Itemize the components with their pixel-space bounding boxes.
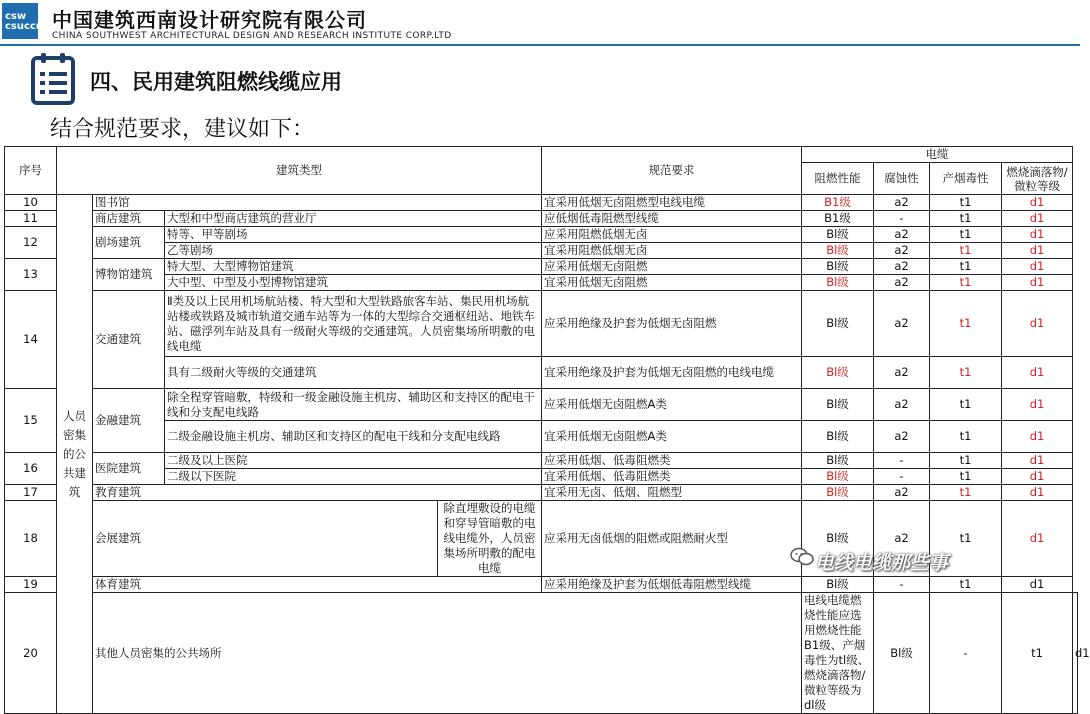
row-no: 16 — [5, 453, 57, 485]
row-no: 11 — [5, 211, 57, 227]
row-flame: Bl级 — [802, 485, 874, 501]
table-header-row — [5, 147, 1078, 163]
row-flame: Bl级 — [802, 577, 874, 593]
row-smoke: t1 — [930, 243, 1002, 259]
row-flame: Bl级 — [802, 275, 874, 291]
row-drip: d1 — [1002, 389, 1073, 421]
row-requirement: 应采用低烟、低毒阻燃类 — [542, 453, 802, 469]
row-flame: Bl级 — [802, 501, 874, 577]
row-corrosion: a2 — [874, 357, 930, 389]
row-flame: B1级 — [802, 195, 874, 211]
row-requirement: 应采用阻燃低烟无卤 — [542, 227, 802, 243]
row-flame: Bl级 — [802, 357, 874, 389]
table-row — [5, 421, 1078, 453]
row-requirement: 宜采用低烟无卤阻燃 — [542, 275, 802, 291]
table-row — [5, 485, 1078, 501]
row-smoke: t1 — [930, 357, 1002, 389]
header-drip: 燃烧滴落物/微粒等级 — [1002, 163, 1073, 195]
table-row — [5, 227, 1078, 243]
row-subtype: Ⅱ类及以上民用机场航站楼、特大型和大型铁路旅客车站、集民用机场航站楼或铁路及城市轨道交通车站等为一体的大型综合交通枢纽站、地铁车站、磁浮列车站及具有一级耐火等级的交通建筑。人员密集场所明敷的电线电缆 — [165, 291, 542, 357]
row-flame: Bl级 — [802, 453, 874, 469]
row-flame: Bl级 — [874, 593, 930, 714]
table-row — [5, 211, 1078, 227]
row-no: 12 — [5, 227, 57, 259]
row-corrosion: - — [874, 211, 930, 227]
row-smoke: t1 — [930, 275, 1002, 291]
row-flame: Bl级 — [802, 291, 874, 357]
table-row — [5, 243, 1078, 259]
row-subtype: 除直埋敷设的电缆和穿导管暗敷的电线电缆外，人员密集场所明敷的配电电缆 — [438, 501, 542, 577]
calendar-document-icon — [30, 52, 76, 106]
company-name-en: CHINA SOUTHWEST ARCHITECTURAL DESIGN AND RESEARCH INSTITUTE CORP.LTD — [52, 31, 452, 41]
row-corrosion: - — [930, 593, 1002, 714]
row-category: 博物馆建筑 — [93, 259, 165, 291]
row-category: 医院建筑 — [93, 453, 165, 485]
row-drip: d1 — [1002, 485, 1073, 501]
row-smoke: t1 — [930, 211, 1002, 227]
table-row — [5, 469, 1078, 485]
watermark-text: 电线电缆那些事 — [815, 552, 949, 574]
section-title: 四、民用建筑阻燃线缆应用 — [90, 70, 342, 94]
row-subtype: 大型和中型商店建筑的营业厅 — [165, 211, 542, 227]
row-subtype: 特大型、大型博物馆建筑 — [165, 259, 542, 275]
row-requirement: 宜采用低烟、低毒阻燃类 — [542, 469, 802, 485]
header-requirement: 规范要求 — [542, 147, 802, 195]
row-smoke: t1 — [930, 501, 1002, 577]
row-drip: d1 — [1002, 357, 1073, 389]
wechat-icon — [790, 546, 814, 568]
row-corrosion: a2 — [874, 291, 930, 357]
row-drip: d1 — [1002, 195, 1073, 211]
company-logo — [2, 3, 43, 39]
row-requirement: 宜采用低烟无卤阻燃A类 — [542, 421, 802, 453]
row-category: 其他人员密集的公共场所 — [93, 593, 802, 714]
row-corrosion: a2 — [874, 421, 930, 453]
row-flame: Bl级 — [802, 227, 874, 243]
row-subtype: 大中型、中型及小型博物馆建筑 — [165, 275, 542, 291]
row-subtype: 乙等剧场 — [165, 243, 542, 259]
row-requirement: 应低烟低毒阻燃型线缆 — [542, 211, 802, 227]
row-requirement: 应采用低烟无卤阻燃 — [542, 259, 802, 275]
row-category: 金融建筑 — [93, 389, 165, 453]
row-subtype: 二级金融设施主机房、辅助区和支持区的配电干线和分支配电线路 — [165, 421, 542, 453]
row-flame: Bl级 — [802, 259, 874, 275]
row-flame: Bl级 — [802, 421, 874, 453]
row-requirement: 应采用低烟无卤阻燃A类 — [542, 389, 802, 421]
group-label: 人员密集的公共建筑 — [57, 195, 93, 714]
row-no: 15 — [5, 389, 57, 453]
row-smoke: t1 — [930, 485, 1002, 501]
intro-text: 结合规范要求，建议如下： — [50, 117, 315, 142]
row-corrosion: - — [874, 469, 930, 485]
row-category: 会展建筑 — [93, 501, 438, 577]
table-row — [5, 593, 1078, 714]
row-drip: d1 — [1002, 275, 1073, 291]
header-divider — [0, 44, 1080, 46]
row-drip: d1 — [1002, 469, 1073, 485]
table-row — [5, 275, 1078, 291]
header-flame: 阻燃性能 — [802, 163, 874, 195]
table-row — [5, 389, 1078, 421]
row-drip: d1 — [1002, 453, 1073, 469]
row-drip: d1 — [1002, 227, 1073, 243]
row-smoke: t1 — [930, 291, 1002, 357]
row-subtype: 二级以下医院 — [165, 469, 542, 485]
row-corrosion: a2 — [874, 243, 930, 259]
row-category: 交通建筑 — [93, 291, 165, 389]
row-no: 18 — [5, 501, 57, 577]
row-drip: d1 — [1002, 577, 1073, 593]
row-requirement: 应采用绝缘及护套为低烟无卤阻燃 — [542, 291, 802, 357]
row-no: 13 — [5, 259, 57, 291]
row-drip: d1 — [1002, 501, 1073, 577]
row-corrosion: a2 — [874, 227, 930, 243]
row-flame: B1级 — [802, 211, 874, 227]
row-flame: Bl级 — [802, 389, 874, 421]
table-row — [5, 195, 1078, 211]
cable-spec-table — [4, 146, 1090, 714]
table-row — [5, 259, 1078, 275]
row-smoke: t1 — [1002, 593, 1073, 714]
row-no: 14 — [5, 291, 57, 389]
header-seq: 序号 — [5, 147, 57, 195]
row-drip: d1 — [1002, 259, 1073, 275]
row-smoke: t1 — [930, 421, 1002, 453]
row-corrosion: a2 — [874, 275, 930, 291]
row-smoke: t1 — [930, 195, 1002, 211]
row-corrosion: a2 — [874, 195, 930, 211]
header-smoke-toxicity: 产烟毒性 — [930, 163, 1002, 195]
row-drip: d1 — [1002, 243, 1073, 259]
row-subtype: 除全程穿管暗敷，特级和一级金融设施主机房、辅助区和支持区的配电干线和分支配电线路 — [165, 389, 542, 421]
table-row — [5, 291, 1078, 357]
row-no: 17 — [5, 485, 57, 501]
header-cable: 电缆 — [802, 147, 1073, 163]
row-corrosion: - — [874, 453, 930, 469]
row-requirement: 宜采用无卤、低烟、阻燃型 — [542, 485, 802, 501]
row-smoke: t1 — [930, 389, 1002, 421]
row-no: 10 — [5, 195, 57, 211]
row-subtype: 特等、甲等剧场 — [165, 227, 542, 243]
table-row — [5, 577, 1078, 593]
row-subtype: 二级及以上医院 — [165, 453, 542, 469]
row-category: 图书馆 — [93, 195, 542, 211]
row-requirement: 应采用无卤低烟的阻燃或阻燃耐火型 — [542, 501, 802, 577]
row-smoke: t1 — [930, 259, 1002, 275]
row-requirement: 宜采用绝缘及护套为低烟无卤阻燃的电线电缆 — [542, 357, 802, 389]
row-corrosion: a2 — [874, 259, 930, 275]
row-flame: Bl级 — [802, 469, 874, 485]
table-row — [5, 453, 1078, 469]
row-smoke: t1 — [930, 453, 1002, 469]
row-corrosion: a2 — [874, 485, 930, 501]
row-smoke: t1 — [930, 469, 1002, 485]
logo-text: csw csuccn — [5, 11, 43, 32]
row-category: 教育建筑 — [93, 485, 542, 501]
header-corrosion: 腐蚀性 — [874, 163, 930, 195]
company-name-cn: 中国建筑西南设计研究院有限公司 — [52, 8, 367, 32]
row-corrosion: - — [874, 577, 930, 593]
row-drip: d1 — [1002, 291, 1073, 357]
table-row — [5, 357, 1078, 389]
row-category: 体育建筑 — [93, 577, 542, 593]
row-drip: d1 — [1002, 211, 1073, 227]
row-drip: d1 — [1073, 593, 1078, 714]
row-category: 商店建筑 — [93, 211, 165, 227]
header-building-type: 建筑类型 — [57, 147, 542, 195]
row-smoke: t1 — [930, 577, 1002, 593]
row-requirement: 宜采用低烟无卤阻燃型电线电缆 — [542, 195, 802, 211]
row-requirement: 应采用绝缘及护套为低烟低毒阻燃型线缆 — [542, 577, 802, 593]
row-no: 20 — [5, 593, 57, 714]
row-smoke: t1 — [930, 227, 1002, 243]
row-requirement: 电线电缆燃烧性能应选用燃烧性能B1级、产烟毒性为tl级、燃烧滴落物/微粒等级为dl级 — [802, 593, 874, 714]
row-corrosion: a2 — [874, 389, 930, 421]
row-flame: Bl级 — [802, 243, 874, 259]
row-subtype: 具有二级耐火等级的交通建筑 — [165, 357, 542, 389]
row-drip: d1 — [1002, 421, 1073, 453]
row-requirement: 宜采用阻燃低烟无卤 — [542, 243, 802, 259]
row-corrosion: a2 — [874, 501, 930, 577]
row-category: 剧场建筑 — [93, 227, 165, 259]
row-no: 19 — [5, 577, 57, 593]
